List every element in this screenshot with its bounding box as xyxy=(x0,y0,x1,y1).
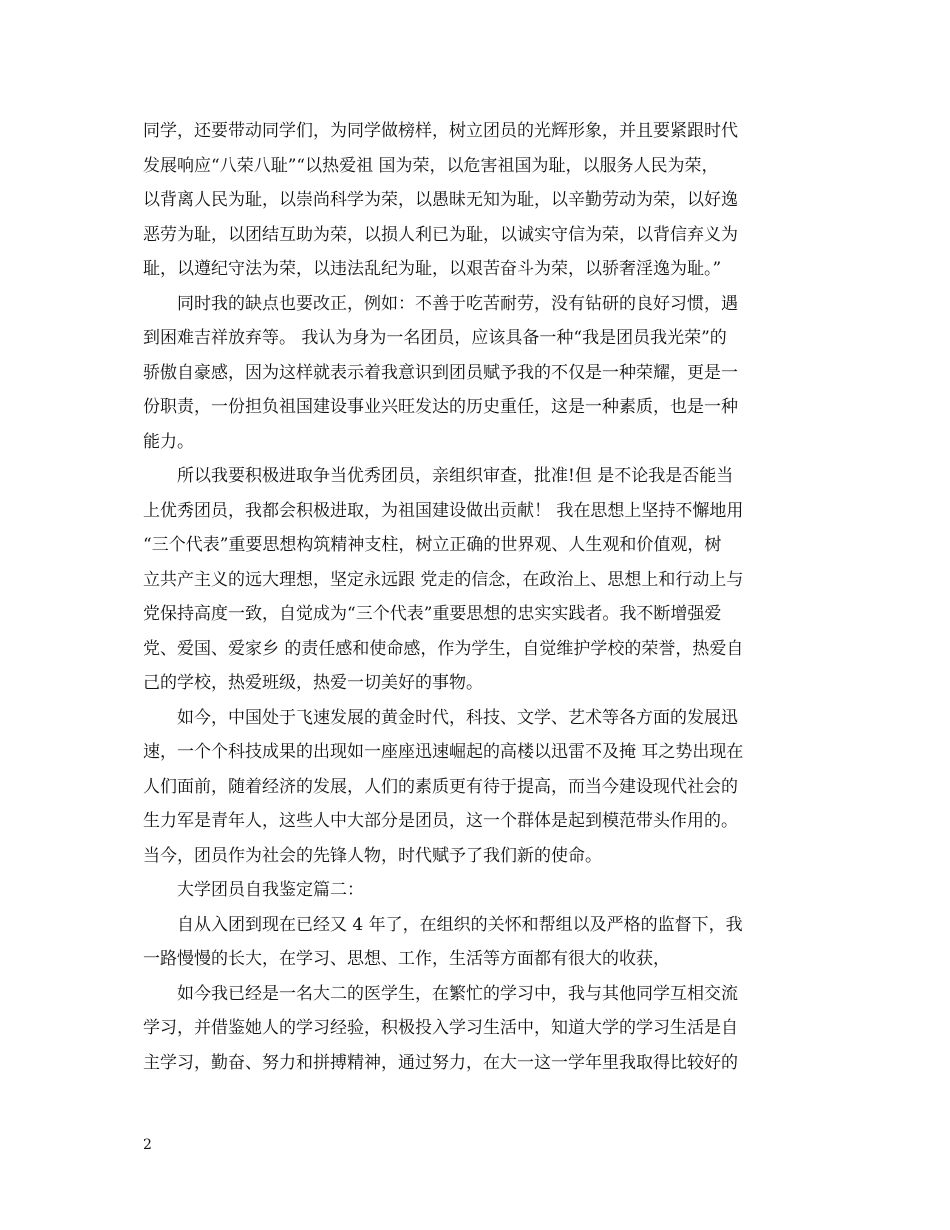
text-line: 党保持高度一致，自觉成为“三个代表”重要思想的忠实实践者。我不断增强爱 xyxy=(143,604,722,624)
text-line: 发展响应“八荣八耻”“以热爱祖 国为荣，以危害祖国为耻，以服务人民为荣， xyxy=(143,155,719,176)
text-line: 到困难吉祥放弃等。 我认为身为一名团员，应该具备一种“我是团员我光荣”的 xyxy=(143,328,727,348)
text-line: 当今，团员作为社会的先锋人物，时代赋予了我们新的使命。 xyxy=(143,845,602,866)
text-line: 以背离人民为耻，以崇尚科学为荣，以愚昧无知为耻，以辛勤劳动为荣，以好逸 xyxy=(143,190,738,210)
text-line: 自从入团到现在已经又 4 年了，在组织的关怀和帮组以及严格的监督下，我 xyxy=(177,914,743,935)
text-line: 主学习，勤奋、努力和拼搏精神，通过努力，在大一这一学年里我取得比较好的 xyxy=(143,1052,738,1073)
text-line: 如今我已经是一名大二的医学生，在繁忙的学习中，我与其他同学互相交流 xyxy=(177,983,738,1004)
body-text xyxy=(143,114,815,1080)
text-line: 大学团员自我鉴定篇二： xyxy=(177,880,364,900)
text-line: 生力军是青年人，这些人中大部分是团员，这一个群体是起到模范带头作用的。 xyxy=(143,811,738,831)
text-line: 份职责，一份担负祖国建设事业兴旺发达的历史重任，这是一种素质，也是一种 xyxy=(143,397,738,417)
text-line: 一路慢慢的长大，在学习、思想、工作，生活等方面都有很大的收获， xyxy=(143,949,670,969)
text-line: 如今，中国处于飞速发展的黄金时代，科技、文学、艺术等各方面的发展迅 xyxy=(177,707,738,728)
text-line: 己的学校，热爱班级，热爱一切美好的事物。 xyxy=(143,673,483,693)
text-line: 能力。 xyxy=(143,431,194,452)
text-line: 所以我要积极进取争当优秀团员，亲组织审查，批准!但 是不论我是否能当 xyxy=(177,466,734,486)
text-line: 耻，以遵纪守法为荣，以违法乱纪为耻，以艰苦奋斗为荣，以骄奢淫逸为耻。” xyxy=(143,259,722,279)
text-line: 人们面前，随着经济的发展，人们的素质更有待于提高，而当今建设现代社会的 xyxy=(143,776,738,797)
text-line: 学习，并借鉴她人的学习经验，积极投入学习生活中，知道大学的学习生活是自 xyxy=(143,1018,738,1038)
text-line: 党、爱国、爱家乡 的责任感和使命感，作为学生，自觉维护学校的荣誉，热爱自 xyxy=(143,638,744,659)
text-line: 恶劳为耻，以团结互助为荣，以损人利已为耻，以诚实守信为荣，以背信弃义为 xyxy=(143,224,738,245)
text-line: “三个代表”重要思想构筑精神支柱，树立正确的世界观、人生观和价值观，树 xyxy=(143,535,722,555)
page-number: 2 xyxy=(143,1137,152,1153)
text-line: 骄傲自豪感，因为这样就表示着我意识到团员赋予我的不仅是一种荣耀，更是一 xyxy=(143,362,738,383)
text-line: 速，一个个科技成果的出现如一座座迅速崛起的高楼以迅雷不及掩 耳之势出现在 xyxy=(143,742,744,762)
text-line: 立共产主义的远大理想，坚定永远跟 党走的信念，在政治上、思想上和行动上与 xyxy=(143,569,744,590)
text-line: 上优秀团员，我都会积极进取，为祖国建设做出贡献！ 我在思想上坚持不懈地用 xyxy=(143,500,744,521)
text-line: 同时我的缺点也要改正，例如：不善于吃苦耐劳，没有钻研的良好习惯，遇 xyxy=(177,293,738,314)
text-line: 同学，还要带动同学们，为同学做榜样，树立团员的光辉形象，并且要紧跟时代 xyxy=(143,121,738,141)
